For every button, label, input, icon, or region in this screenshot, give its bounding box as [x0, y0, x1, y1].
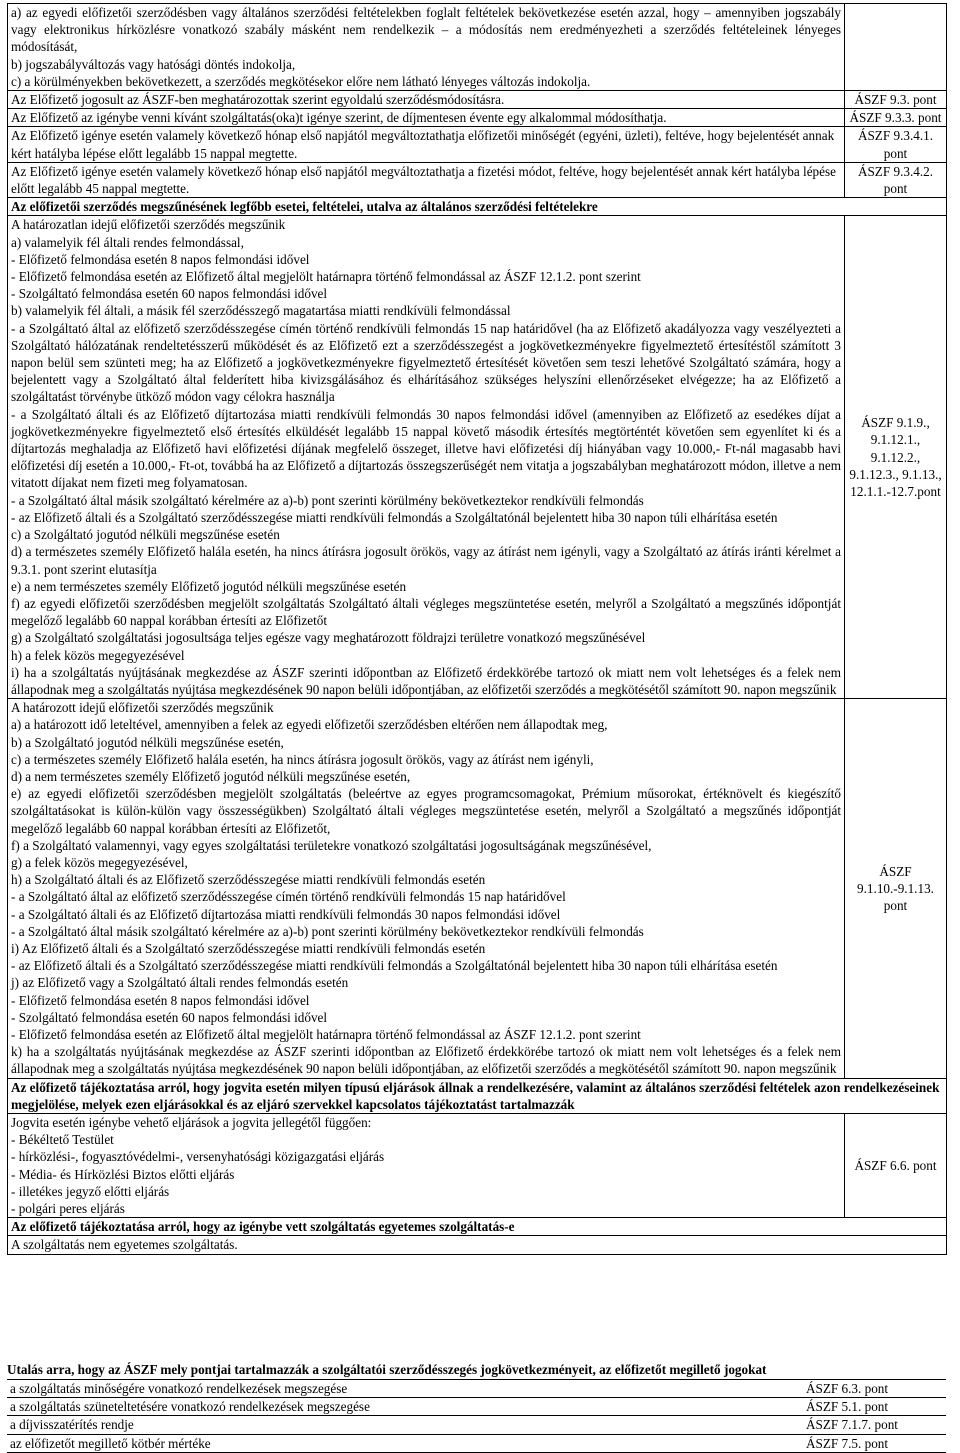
list-item: b) a Szolgáltató jogutód nélküli megszűnése esetén, [11, 734, 284, 750]
clause-text: Az Előfizető igénye esetén valamely következő hónap első napjától megváltoztathatja a fizetési módot, feltéve, hogy bejelentését annak kért hatályba lépése előtt legalább 45 nappal megtette. [8, 162, 845, 197]
list-item: f) az egyedi előfizetői szerződésben megjelölt szolgáltatás Szolgáltató általi végleges megszüntetése esetén, melyről a Szolgáltató a megszűnés időpontját megelőző legalább 60 nappal korábban értesíti az Előfizetőt [11, 595, 841, 629]
list-item: h) a Szolgáltató általi és az Előfizető szerződésszegése miatti rendkívüli felmondás esetén [11, 872, 486, 888]
universal-heading-row [8, 1218, 947, 1236]
table-row [7, 1398, 946, 1416]
list-item: A határozatlan idejű előfizetői szerződés megszűnik [11, 217, 286, 233]
footer-ref: ÁSZF 6.3. pont [803, 1380, 946, 1398]
document-page [7, 3, 946, 1255]
list-item: - Média- és Hírközlési Biztos előtti eljárás [11, 1166, 235, 1182]
clause-row [8, 91, 947, 109]
clause-ref: ÁSZF 9.3. pont [845, 91, 947, 109]
list-item: - az Előfizető általi és a Szolgáltató szerződésszegése miatti rendkívüli felmondás a Szolgáltatónál bejelentett hiba 30 napon túli elhárítása esetén [11, 509, 778, 525]
footer-label: a szolgáltatás minőségére vonatkozó rendelkezések megszegése [7, 1380, 803, 1398]
procedures-row [8, 1114, 947, 1218]
list-item: - a Szolgáltató által az előfizető szerződésszegése címén történő rendkívüli felmondás 15 nap határidővel [11, 889, 566, 905]
list-item: g) a Szolgáltató szolgáltatási jogosultsága teljes egésze vagy meghatározott földrajzi területre vonatkozó megszűnésével [11, 630, 646, 646]
footer-ref: ÁSZF 7.1.7. pont [803, 1416, 946, 1434]
list-item: - a Szolgáltató által másik szolgáltató kérelmére az a)-b) pont szerinti körülmény bekövetkeztekor rendkívüli felmondás [11, 492, 644, 508]
procedures-heading: Az előfizető tájékoztatása arról, hogy jogvita esetén milyen típusú eljárások állnak a rendelkezésére, valamint az általános szerződési feltételek azon rendelkezéseinek megjelölése, melyek ezen eljárásokkal és az eljáró szervekkel kapcsolatos tájékoztatást tartalmazzák [8, 1078, 947, 1113]
list-item: - Előfizető felmondása esetén 8 napos felmondási idővel [11, 251, 310, 267]
clause-row [8, 127, 947, 162]
list-item: - illetékes jegyző előtti eljárás [11, 1183, 170, 1199]
procedures-cell [8, 1114, 845, 1218]
list-item: f) a Szolgáltató valamennyi, vagy egyes szolgáltatási területekre vonatkozó szolgáltatási jogosultságának megszűnésével, [11, 837, 652, 853]
clause-text: Az Előfizető az igénybe venni kívánt szolgáltatás(oka)t igénye szerint, de díjmentesen évente egy alkalommal módosíthatja. [8, 109, 845, 127]
list-item: a) valamelyik fél általi rendes felmondással, [11, 234, 244, 250]
clause-ref: ÁSZF 9.3.4.1. pont [845, 127, 947, 162]
procedures-heading-row [8, 1078, 947, 1113]
list-item: e) a nem természetes személy Előfizető jogutód nélküli megszűnése esetén [11, 578, 407, 594]
clause-text: Az Előfizető igénye esetén valamely következő hónap első napjától megváltoztathatja előfizetői minőségét (egyéni, üzleti), feltéve, hogy bejelentését annak kért hatályba lépése előtt legalább 15 nappal megtette. [8, 127, 845, 162]
list-item: - hírközlési-, fogyasztóvédelmi-, versenyhatósági közigazgatási eljárás [11, 1149, 385, 1165]
footer-section [7, 1361, 946, 1453]
footer-table [7, 1379, 946, 1453]
list-item: d) a nem természetes személy Előfizető jogutód nélküli megszűnése esetén, [11, 768, 411, 784]
list-item: Jogvita esetén igénybe vehető eljárások a jogvita jellegétől függően: [11, 1115, 372, 1130]
list-item: - Előfizető felmondása esetén 8 napos felmondási idővel [11, 992, 310, 1008]
indefinite-termination-row [8, 216, 947, 699]
footer-label: az előfizetőt megillető kötbér mértéke [7, 1434, 803, 1452]
table-row [7, 1434, 946, 1452]
clause-ref: ÁSZF 9.3.4.2. pont [845, 162, 947, 197]
indefinite-termination-cell [8, 216, 845, 699]
footer-label: a szolgáltatás szüneteltetésére vonatkozó rendelkezések megszegése [7, 1398, 803, 1416]
list-item: c) a Szolgáltató jogutód nélküli megszűnése esetén [11, 527, 280, 543]
list-item: d) a természetes személy Előfizető halála esetén, ha nincs átírásra jogosult örökös, vagy az átírást nem igényli, vagy a Szolgáltató az átírás iránti kérelmet a 9.3.1. pont szerint elutasítja [11, 544, 841, 577]
table-row [7, 1416, 946, 1434]
footer-ref: ÁSZF 7.5. pont [803, 1434, 946, 1452]
list-item: - a Szolgáltató általi és az Előfizető díjtartozása miatti rendkívüli felmondás 30 napos felmondási idővel [11, 906, 561, 922]
table-row [7, 1380, 946, 1398]
list-item: - Előfizető felmondása esetén az Előfizető által megjelölt határnapra történő felmondással az ÁSZF 12.1.2. pont szerint [11, 1026, 641, 1042]
empty-ref-cell [845, 4, 947, 91]
list-item: g) a felek közös megegyezésével, [11, 854, 188, 870]
universal-heading: Az előfizető tájékoztatása arról, hogy az igénybe vett szolgáltatás egyetemes szolgáltatás-e [8, 1218, 947, 1236]
list-item: - az Előfizető általi és a Szolgáltató szerződésszegése miatti rendkívüli felmondás a Szolgáltatónál bejelentett hiba 30 napon túli elhárítása esetén [11, 958, 778, 974]
condition-a: a) az egyedi előfizetői szerződésben vagy általános szerződési feltételekben foglalt feltételek bekövetkezése esetén azzal, hogy – amennyiben jogszabály vagy elektronikus hírközlésre vonatkozó szabály másként nem rendelkezik – a módosítás nem eredményezheti a szerződés feltételeinek lényeges módosítását, [11, 5, 841, 55]
universal-row [8, 1236, 947, 1254]
list-item: k) ha a szolgáltatás nyújtásának megkezdése az ÁSZF szerinti időpontban az Előfizető érdekkörébe tartozó ok miatt nem volt lehetséges és a felek nem állapodnak meg a szolgáltatás nyújtása megkezdésének 90 napon belüli időpontjában, az előfizetői szerződés a megkötésétől számított 90. napon megszűnik [11, 1044, 841, 1077]
list-item: - Békéltető Testület [11, 1132, 114, 1148]
definite-termination-cell [8, 699, 845, 1078]
list-item: c) a természetes személy Előfizető halála esetén, ha nincs átírásra jogosult örökös, vagy az átírást nem igényli, [11, 751, 594, 767]
footer-label: a díjvisszatérítés rendje [7, 1416, 803, 1434]
contract-summary-table [7, 3, 947, 1255]
definite-termination-row [8, 699, 947, 1078]
universal-text: A szolgáltatás nem egyetemes szolgáltatás. [8, 1236, 947, 1254]
footer-title: Utalás arra, hogy az ÁSZF mely pontjai tartalmazzák a szolgáltatói szerződésszegés jogkövetkezményeit, az előfizetőt megillető jogokat [7, 1362, 767, 1377]
modification-conditions-row [8, 4, 947, 91]
list-item: j) az Előfizető vagy a Szolgáltató általi rendes felmondás esetén [11, 975, 349, 991]
procedures-ref: ÁSZF 6.6. pont [845, 1114, 947, 1218]
footer-ref: ÁSZF 5.1. pont [803, 1398, 946, 1416]
list-item: i) Az Előfizető általi és a Szolgáltató szerződésszegése miatti rendkívüli felmondás esetén [11, 940, 486, 956]
list-item: A határozott idejű előfizetői szerződés megszűnik [11, 700, 274, 716]
list-item: a) a határozott idő leteltével, amennyiben a felek az egyedi előfizetői szerződésben eltérően nem állapodtak meg, [11, 717, 608, 733]
list-item: - a Szolgáltató általi és az Előfizető díjtartozása miatti rendkívüli felmondás 30 napos felmondási idővel (amennyiben az Előfizető az esedékes díjat a jogkövetkezményekre figyelmeztető első értesítés elküldését legalább 15 nappal követő második értesítés megtörténtét követően sem egyenlítet ki és a díjtartozás meghaladja az Előfizető havi előfizetési díjának megfelelő összeget, illetve havi előfizetési díj hiányában vagy 10.000,- Ft-nál magasabb havi előfizetési díj esetén a 10.000,- Ft-ot, továbbá ha az Előfizető a díjtartozás összegszerűségét nem vitatja a jogszabályban meghatározott módon, illetve a nem vitatott díjakat nem fizeti meg folyamatosan. [11, 406, 841, 491]
list-item: - a Szolgáltató által az előfizető szerződésszegése címén történő rendkívüli felmondás 15 nap határidővel (ha az Előfizető akadályozza vagy veszélyezteti a Szolgáltató hálózatának rendeltetésszerű működését és az Előfizető ezt a szerződésszegést a jogkövetkezményekre figyelmeztető értesítéstől számított 3 napon belül sem szünteti meg; ha az Előfizető a jogkövetkezményekre figyelmeztető értesítését követően sem teszi lehetővé Szolgáltató számára, hogy a bejelentett vagy a Szolgáltató által felderített hiba kivizsgálásához és elhárításához szükséges helyszíni ellenőrzéseket elvégezze; ha az Előfizető a szolgáltatást törvénybe ütköző módon vagy célokra használja [11, 320, 841, 405]
list-item: e) az egyedi előfizetői szerződésben megjelölt szolgáltatás (beleértve az egyes programcsomagokat, Prémium műsorokat, értéknövelt és kiegészítő szolgáltatásokat is külön-külön vagy összességükben) Szolgáltató általi végleges megszüntetése esetén, melyről a Szolgáltató a megszűnés időpontját megelőző legalább 60 nappal korábban értesíti az Előfizetőt, [11, 786, 841, 836]
termination-heading: Az előfizetői szerződés megszűnésének legfőbb esetei, feltételei, utalva az általános szerződési feltételekre [8, 198, 947, 216]
clause-text: Az Előfizető jogosult az ÁSZF-ben meghatározottak szerint egyoldalú szerződésmódosításra. [8, 91, 845, 109]
list-item: i) ha a szolgáltatás nyújtásának megkezdése az ÁSZF szerinti időpontban az Előfizető érdekkörébe tartozó ok miatt nem volt lehetséges és a felek nem állapodnak meg a szolgáltatás nyújtása megkezdésének 90 napon belüli időpontjában, az előfizetői szerződés a megkötésétől számított 90. napon megszűnik [11, 664, 841, 697]
list-item: b) valamelyik fél általi, a másik fél szerződésszegő magatartása miatti rendkívüli felmondással [11, 303, 511, 319]
clause-row [8, 162, 947, 197]
list-item: h) a felek közös megegyezésével [11, 647, 185, 663]
condition-c: c) a körülményekben bekövetkezett, a szerződés megkötésekor előre nem látható lényeges változás indokolja. [11, 73, 591, 89]
indefinite-termination-ref: ÁSZF 9.1.9., 9.1.12.1., 9.1.12.2., 9.1.12.3., 9.1.13., 12.1.1.-12.7.pont [845, 216, 947, 699]
list-item: - Szolgáltató felmondása esetén 60 napos felmondási idővel [11, 1009, 328, 1025]
condition-b: b) jogszabályváltozás vagy hatósági döntés indokolja, [11, 56, 296, 72]
termination-heading-row [8, 198, 947, 216]
list-item: - Szolgáltató felmondása esetén 60 napos felmondási idővel [11, 286, 328, 302]
definite-termination-ref: ÁSZF 9.1.10.-9.1.13. pont [845, 699, 947, 1078]
list-item: - polgári peres eljárás [11, 1201, 125, 1217]
modification-conditions-cell [8, 4, 845, 91]
list-item: - Előfizető felmondása esetén az Előfizető által megjelölt határnapra történő felmondással az ÁSZF 12.1.2. pont szerint [11, 269, 641, 285]
clause-row [8, 109, 947, 127]
clause-ref: ÁSZF 9.3.3. pont [845, 109, 947, 127]
list-item: - a Szolgáltató által másik szolgáltató kérelmére az a)-b) pont szerinti körülmény bekövetkeztekor rendkívüli felmondás [11, 923, 644, 939]
